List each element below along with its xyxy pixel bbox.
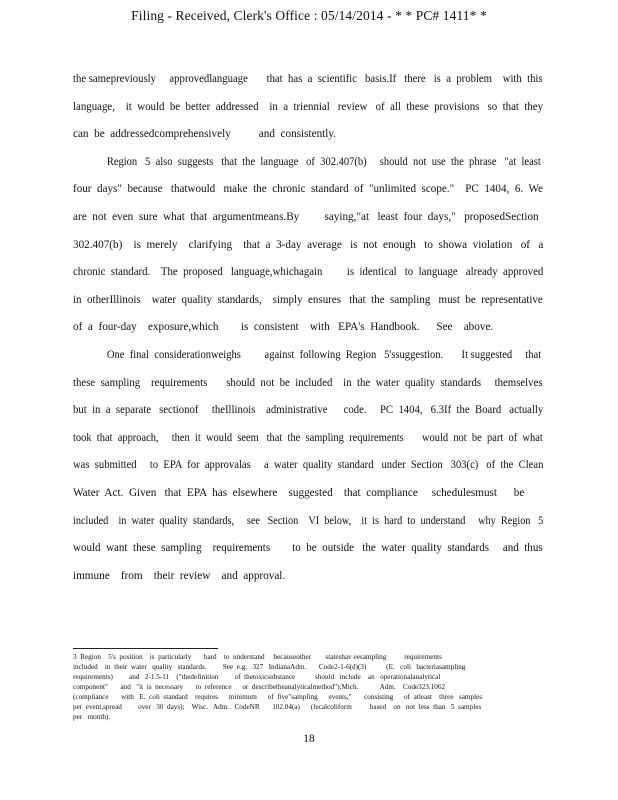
paragraph-line: in otherIllinois water quality standards, simply ensures that the sampling must be representative	[73, 293, 543, 306]
footnote-line: per event,spread over 30 days); Wisc. Adm. CodeNR 102.04(a) (fecalcoliform based on not less than 5 samples	[73, 703, 482, 711]
paragraph-line: would want these sampling requirements to be outside the water quality standards and thus	[73, 542, 543, 555]
paragraph-line: Region 5 also suggests that the language of 302.407(b) should not use the phrase "at least	[106, 155, 541, 168]
paragraph-line: included in water quality standards, see Section VI below, it is hard to understand why Region 5	[73, 514, 544, 527]
paragraph-line: of a four-day exposure,which is consistent with EPA's Handbook. See above.	[73, 321, 494, 334]
paragraph-line: are not even sure what that argumentmeans.By saying,"at least four days," proposedSection	[73, 210, 539, 223]
footnote-line: component" and "it is necessary to reference or describetheanalyticalmethod");Mich. Adm. Code323.1062	[73, 683, 446, 691]
paragraph-line: took that approach, then it would seem that the sampling requirements would not be part of what	[73, 431, 543, 444]
footnote-3	[73, 652, 543, 722]
footnote-line: included in their water quality standards. See e.g. 327 IndianaAdm. Code2-1-6(d)(3) (E. coli bacteriasampling	[73, 663, 466, 671]
paragraph-line: One final considerationweighs against following Region 5'ssuggestion. It suggested that	[106, 348, 542, 361]
paragraph-line: was submitted to EPA for approvalas a water quality standard under Section 303(c) of the Clean	[73, 459, 544, 472]
paragraph-line: four days" because thatwould make the chronic standard of "unlimited scope." PC 1404, 6. We	[73, 183, 544, 196]
paragraph-2	[73, 149, 543, 342]
page-number: 18	[303, 733, 315, 745]
footnote-line: per month).	[73, 713, 111, 721]
footnote-line: (compliance with E. coli standard requires minimum of five"sampling events," consisting of atleast three samples	[73, 693, 483, 701]
paragraph-3	[73, 342, 543, 590]
paragraph-line: chronic standard. The proposed language,whichagain is identical to language already approved	[73, 266, 544, 279]
paragraph-line: language, it would be better addressed in a triennial review of all these provisions so that they	[73, 100, 544, 113]
footnote-divider	[73, 648, 218, 649]
document-body	[73, 66, 543, 590]
paragraph-line: Water Act. Given that EPA has elsewhere suggested that compliance schedulesmust be	[73, 486, 525, 499]
footnote-line: 3 Region 5's position is particularly hard to understand becauseother stateshav eesampling requirements	[73, 653, 442, 661]
footnote-line: requirements) and 2-1.5-11 ("thedefinition of thetoxicsubstance should include an operationalanalytical	[73, 673, 441, 681]
paragraph-line: immune from their review and approval.	[73, 569, 286, 582]
paragraph-line: these sampling requirements should not be included in the water quality standards themselves	[73, 376, 543, 389]
filing-stamp-header: Filing - Received, Clerk's Office : 05/14/2014 - * * PC# 1411* *	[131, 8, 487, 23]
paragraph-line: can be addressedcomprehensively and consistently.	[73, 128, 337, 141]
paragraph-line: but in a separate sectionof theIllinois administrative code. PC 1404, 6.3If the Board actually	[73, 404, 544, 417]
paragraph-line: the samepreviously approvedlanguage that has a scientific basis.If there is a problem with this	[73, 73, 543, 85]
paragraph-1	[73, 66, 543, 149]
paragraph-line: 302.407(b) is merely clarifying that a 3-day average is not enough to showa violation of a	[73, 238, 544, 251]
